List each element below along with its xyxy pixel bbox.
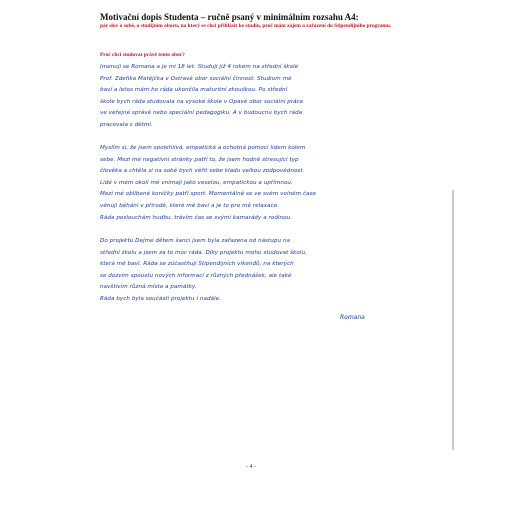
handwritten-line: baví a letos mám ho ráda ukončila maturitní zkouškou. Po střední: [100, 87, 288, 94]
handwritten-line: ve veřejné správě nebo speciální pedagogiku. A v budoucnu bych ráda: [100, 110, 303, 117]
handwritten-line: pracovala s dětmi.: [100, 121, 153, 128]
handwritten-line: Myslím si, že jsem spolehlivá, empatická a ochotná pomoci lidem kolem: [100, 145, 306, 151]
instructions-text: pár slov o sobě, o studijním oboru, na který se chci přihlásit ke studiu, proč mám zájem o zařazení do Stipendijního programu.: [100, 23, 392, 29]
question-heading: Proč chci studovat právě tento obor?: [100, 52, 185, 58]
handwritten-line: věnuji běhání v přírodě, které mě baví a je to pro mě relaxace.: [100, 202, 280, 209]
handwritten-line: střední školu a jsem za to moc ráda. Díky projektu mohu studovat školu,: [100, 249, 307, 256]
signature: Romana: [340, 314, 365, 321]
handwritten-line: která mě baví. Ráda se zúčastňuji Stipendijních víkendů, na kterých: [100, 261, 294, 268]
handwritten-line: Ráda poslouchám hudbu, trávím čas se svými kamarády a rodinou.: [100, 214, 293, 221]
handwritten-line: Do projektu Dejme dětem šanci jsem byla zařazena od nástupu na: [100, 238, 290, 244]
letter-paragraph-1: [100, 62, 430, 132]
page-title: Motivační dopis Studenta – ručně psaný v minimálním rozsahu A4:: [100, 12, 359, 22]
handwritten-line: se dozvím spoustu nových informací z různých přednášek, ale také: [100, 272, 292, 279]
page-edge-shadow: [452, 190, 454, 450]
handwritten-line: Jmenuji se Romana a je mi 18 let. Studuji již 4 rokem na střední škole: [100, 64, 299, 70]
handwritten-line: Prof. Zdeňka Matějčka v Ostravě obor sociální činnost. Studium mě: [100, 75, 292, 82]
page-number: - 4 -: [246, 464, 256, 470]
letter-paragraph-2: [100, 143, 430, 224]
handwritten-line: sebe. Mezi mé negativní stránky patří to, že jsem hodně stresující typ: [100, 156, 299, 163]
handwritten-line: Ráda bych byla součástí projektu i nadále.: [100, 295, 221, 302]
handwritten-line: škole bych ráda studovala na vysoké škole v Opavě obor sociální práce: [100, 98, 304, 105]
letter-paragraph-3: [100, 236, 430, 306]
handwritten-line: Mezi mé oblíbené koníčky patří sport. Momentálně se ve svém volném čase: [100, 191, 317, 198]
handwritten-line: navštívím různá místa a památky.: [100, 284, 197, 291]
handwritten-line: člověka a chtěla si na sobě bych věřit sebe kladu velkou zodpovědnost.: [100, 168, 305, 175]
handwritten-line: Lidé v mém okolí mě vnímají jako veselou, empatickou a upřímnou.: [100, 179, 293, 186]
